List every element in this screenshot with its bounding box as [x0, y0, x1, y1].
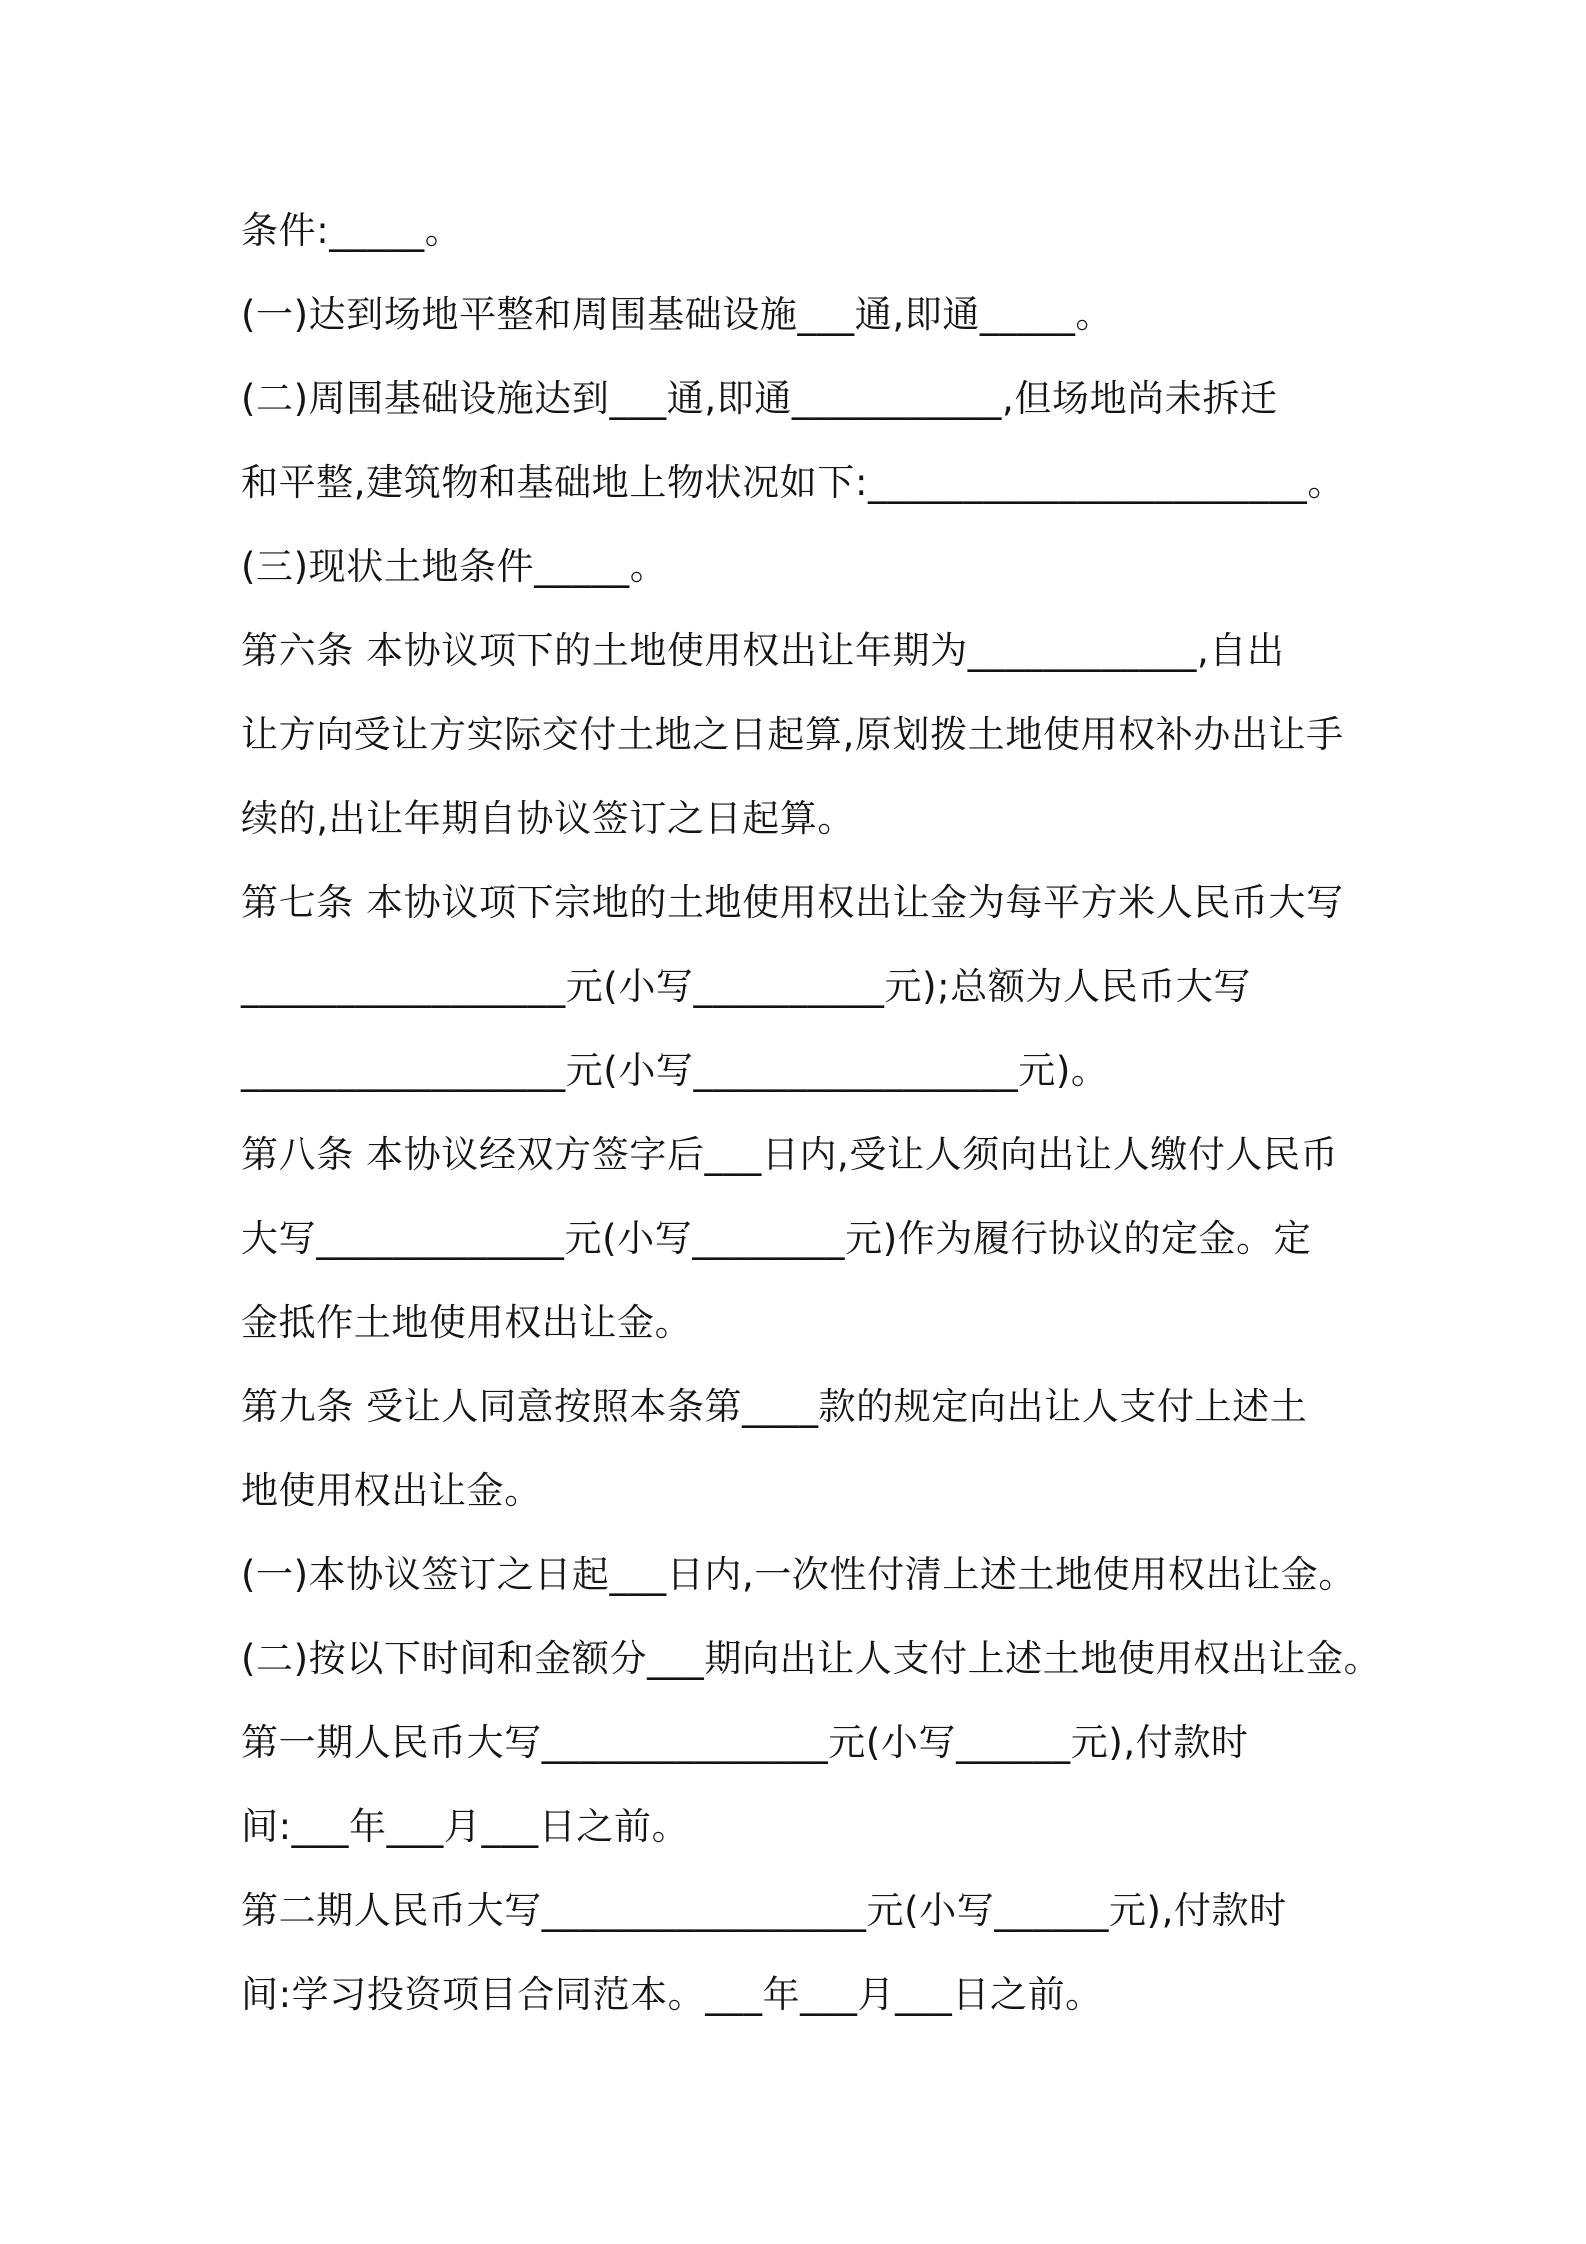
text-line: 金抵作土地使用权出让金。 [241, 1301, 693, 1344]
text-line: _________________元(小写__________元);总额为人民币大写 [241, 965, 1252, 1008]
text-line: (三)现状土地条件_____。 [241, 545, 668, 588]
text-line: _________________元(小写_________________元)。 [241, 1049, 1109, 1092]
text-line: (一)本协议签订之日起___日内,一次性付清上述土地使用权出让金。 [241, 1553, 1356, 1596]
text-line: 第六条 本协议项下的土地使用权出让年期为____________,自出 [241, 629, 1285, 672]
text-line: 条件:_____。 [241, 209, 463, 252]
text-line: 续的,出让年期自协议签订之日起算。 [241, 797, 855, 840]
text-line: 和平整,建筑物和基础地上物状况如下:_______________________。 [241, 461, 1345, 504]
text-line: 第八条 本协议经双方签字后___日内,受让人须向出让人缴付人民币 [241, 1133, 1339, 1176]
text-line: 大写_____________元(小写________元)作为履行协议的定金。定 [241, 1217, 1312, 1260]
contract-text [241, 189, 1382, 2037]
text-line: 间:学习投资项目合同范本。___年___月___日之前。 [241, 1973, 1103, 2016]
text-line: 第二期人民币大写_________________元(小写______元),付款时 [241, 1889, 1287, 1932]
text-line: 第一期人民币大写_______________元(小写______元),付款时 [241, 1721, 1249, 1764]
text-line: (二)按以下时间和金额分___期向出让人支付上述土地使用权出让金。 [241, 1637, 1382, 1680]
text-line: 第九条 受让人同意按照本条第____款的规定向出让人支付上述土 [241, 1385, 1308, 1428]
text-line: 让方向受让方实际交付土地之日起算,原划拨土地使用权补办出让手 [241, 713, 1344, 756]
text-line: 间:___年___月___日之前。 [241, 1805, 690, 1848]
text-line: (一)达到场地平整和周围基础设施___通,即通_____。 [241, 293, 1114, 336]
text-line: 第七条 本协议项下宗地的土地使用权出让金为每平方米人民币大写 [241, 881, 1344, 924]
text-line: 地使用权出让金。 [241, 1469, 542, 1512]
text-line: (二)周围基础设施达到___通,即通___________,但场地尚未拆迁 [241, 377, 1278, 420]
